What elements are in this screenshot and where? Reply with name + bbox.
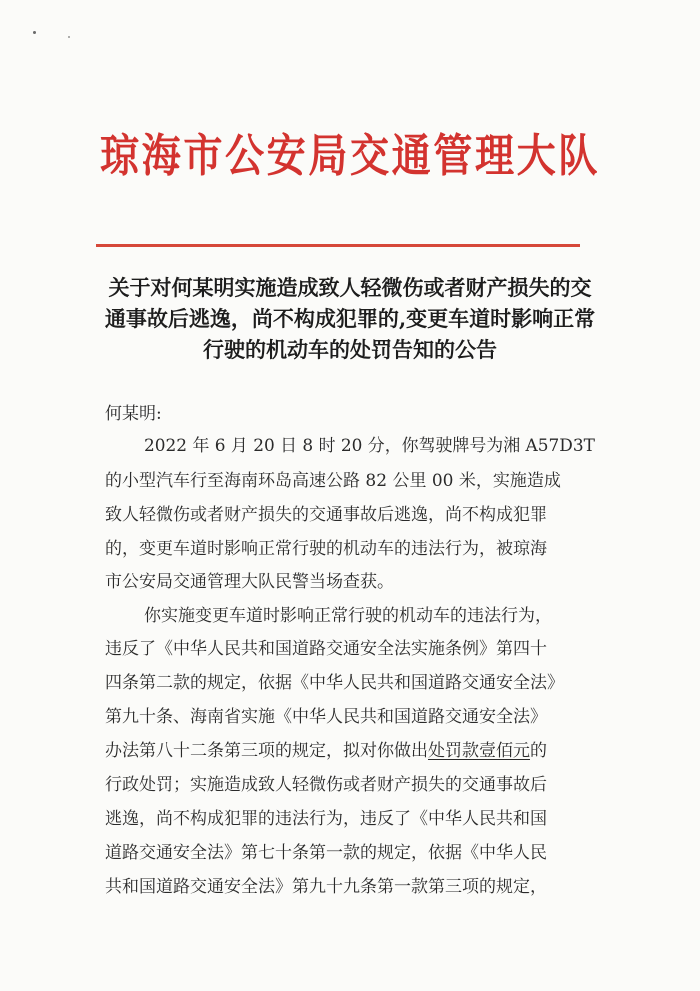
penalty-amount: 处罚款壹佰元 [428,741,530,761]
title-line: 通事故后逃逸，尚不构成犯罪的,变更车道时影响正常 [104,306,596,331]
body-line: 市公安局交通管理大队民警当场查获。 [105,572,394,592]
body-line-text: 的 [530,741,547,761]
title-line: 关于对何某明实施造成致人轻微伤或者财产损失的交 [108,275,592,300]
body-line: 四条第二款的规定，依据《中华人民共和国道路交通安全法》 [105,673,564,693]
body-line: 逃逸，尚不构成犯罪的违法行为，违反了《中华人民共和国 [105,809,547,829]
body-line: 道路交通安全法》第七十条第一款的规定，依据《中华人民 [105,843,547,863]
body-line: 致人轻微伤或者财产损失的交通事故后逃逸，尚不构成犯罪 [105,505,547,525]
body-line: 第九十条、海南省实施《中华人民共和国道路交通安全法》 [105,707,547,727]
body-line: 行政处罚；实施造成致人轻微伤或者财产损失的交通事故后 [105,775,547,795]
body-line: 2022 年 6 月 20 日 8 时 20 分，你驾驶牌号为湘 A57D3T [144,436,595,456]
document-title [85,272,615,365]
body-line: 你实施变更车道时影响正常行驶的机动车的违法行为， [144,606,552,626]
body-line: 的小型汽车行至海南环岛高速公路 82 公里 00 米，实施造成 [105,471,561,491]
body-line-penalty [105,739,547,763]
body-line: 违反了《中华人民共和国道路交通安全法实施条例》第四十 [105,639,547,659]
body-line: 的，变更车道时影响正常行驶的机动车的违法行为，被琼海 [105,539,547,559]
letterhead-divider [96,244,580,247]
title-line: 行驶的机动车的处罚告知的公告 [203,337,497,362]
body-line-text: 办法第八十二条第三项的规定，拟对你做出 [105,741,428,761]
letterhead-title: 琼海市公安局交通管理大队 [99,129,601,182]
scan-speck [68,36,70,38]
body-line: 共和国道路交通安全法》第九十九条第一款第三项的规定， [105,877,547,897]
salutation: 何某明: [105,404,162,424]
scan-speck [33,31,36,34]
